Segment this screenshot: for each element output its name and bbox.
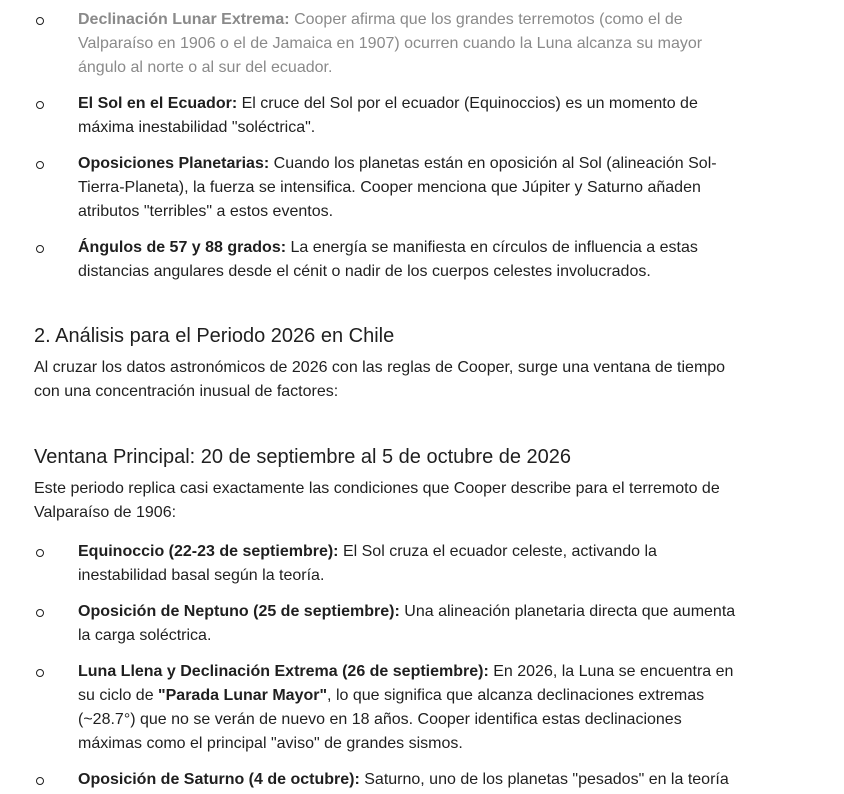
- hollow-bullet-icon: [36, 101, 44, 109]
- item-label: Ángulos de 57 y 88 grados:: [78, 239, 287, 256]
- item-text: La energía se manifiesta en círculos de influencia a estas distancias angulares desde el cénit o nadir de los cuerpos celestes involucrados.: [78, 239, 698, 280]
- hollow-bullet-icon: [36, 609, 44, 617]
- item-label: Declinación Lunar Extrema:: [78, 11, 290, 28]
- item-label: El Sol en el Ecuador:: [78, 95, 238, 112]
- hollow-bullet-icon: [36, 161, 44, 169]
- item-text: Una alineación planetaria directa que aumenta la carga soléctrica.: [78, 603, 736, 644]
- item-label: Oposición de Saturno (4 de octubre):: [78, 771, 360, 788]
- item-label: Oposición de Neptuno (25 de septiembre):: [78, 603, 400, 620]
- item-text: El cruce del Sol por el ecuador (Equinoccios) es un momento de máxima inestabilidad "soléctrica".: [78, 95, 698, 136]
- window-heading: Ventana Principal: 20 de septiembre al 5 de octubre de 2026: [34, 446, 572, 468]
- item-text: Cuando los planetas están en oposición al Sol (alineación Sol-Tierra-Planeta), la fuerza se intensifica. Cooper menciona que Júpiter y Saturno añaden atributos "terribles" a estos eventos.: [78, 155, 717, 220]
- item-text: El Sol cruza el ecuador celeste, activando la inestabilidad basal según la teoría.: [78, 543, 657, 584]
- item-text: En 2026, la Luna se encuentra en su ciclo de: [78, 663, 734, 704]
- item-text: , lo que significa que alcanza declinaciones extremas (~28.7°) que no se verán de nuevo en 18 años. Cooper identifica estas declinaciones máximas como el principal "aviso" de grandes sismos.: [78, 687, 705, 752]
- window-intro: Este periodo replica casi exactamente las condiciones que Cooper describe para el terremoto de Valparaíso de 1906:: [34, 480, 720, 521]
- item-text: Cooper afirma que los grandes terremotos (como el de Valparaíso en 1906 o el de Jamaica en 1907) ocurren cuando la Luna alcanza su mayor ángulo al norte o al sur del ecuador.: [78, 11, 703, 76]
- hollow-bullet-icon: [36, 17, 44, 25]
- hollow-bullet-icon: [36, 245, 44, 253]
- item-label: Oposiciones Planetarias:: [78, 155, 270, 172]
- hollow-bullet-icon: [36, 549, 44, 557]
- section-2-intro: Al cruzar los datos astronómicos de 2026 con las reglas de Cooper, surge una ventana de tiempo con una concentración inusual de factores:: [34, 359, 726, 400]
- item-label: Equinoccio (22-23 de septiembre):: [78, 543, 339, 560]
- item-text: Saturno, uno de los planetas "pesados" en la teoría: [359, 771, 729, 788]
- cooper-rules-list: [0, 8, 844, 296]
- list-item: [0, 92, 844, 140]
- window-conditions-list: [0, 540, 844, 794]
- hollow-bullet-icon: [36, 669, 44, 677]
- item-highlight: "Parada Lunar Mayor": [158, 687, 328, 704]
- list-item: [0, 768, 844, 792]
- section-2-heading: 2. Análisis para el Periodo 2026 en Chile: [34, 325, 395, 347]
- list-item: [0, 236, 844, 284]
- list-item: [0, 600, 844, 648]
- list-item: [0, 8, 844, 80]
- hollow-bullet-icon: [36, 777, 44, 785]
- item-label: Luna Llena y Declinación Extrema (26 de septiembre):: [78, 663, 489, 680]
- list-item: [0, 152, 844, 224]
- list-item: [0, 660, 844, 756]
- list-item: [0, 540, 844, 588]
